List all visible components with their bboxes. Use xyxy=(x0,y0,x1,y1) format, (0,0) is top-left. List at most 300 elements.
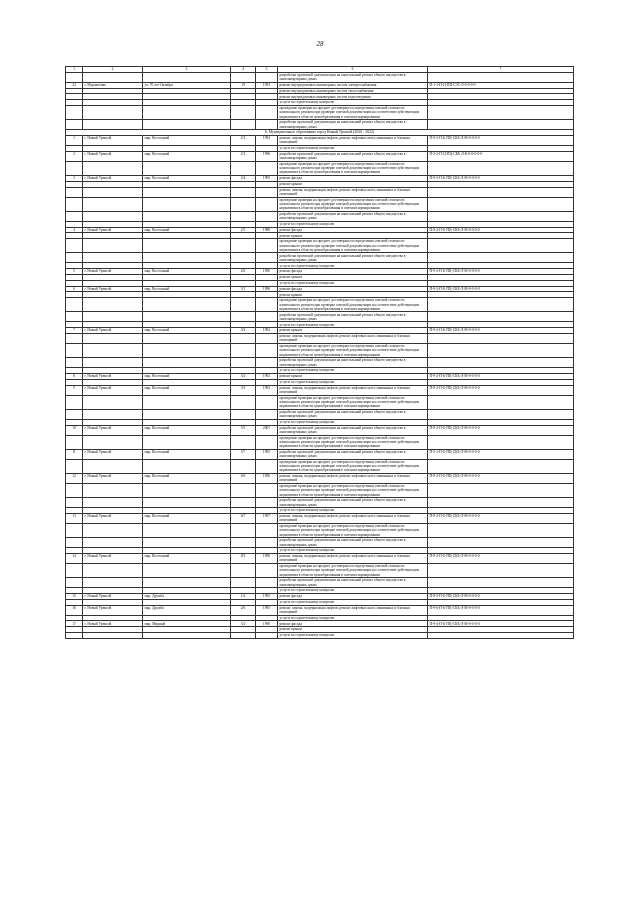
city-cell: г. Новый Уренгой xyxy=(83,175,143,181)
code-cell xyxy=(428,358,574,368)
year-cell: 1995 xyxy=(256,605,278,615)
work-type-cell: ремонт фасада xyxy=(278,286,428,292)
year-cell: 1998 xyxy=(256,553,278,563)
work-type-cell: разработка проектной документации на капитальный ремонт общего имущества в многоквартирных домах xyxy=(278,449,428,459)
code-cell: П-9-2-П-Б-ПЦ-СКБ-Л-М-0-0-0-0 xyxy=(428,553,574,563)
column-header: 1 xyxy=(66,67,83,73)
street-cell xyxy=(143,459,231,473)
table-row xyxy=(66,435,574,449)
repair-program-table xyxy=(65,66,574,639)
work-type-cell: разработка проектной документации на капитальный ремонт общего имущества в многоквартирных домах xyxy=(278,498,428,508)
work-type-cell: ремонт внутридомовых инженерных систем теплоснабжения xyxy=(278,88,428,94)
row-number: 17 xyxy=(66,621,83,627)
street-cell xyxy=(143,72,231,82)
row-number xyxy=(66,498,83,508)
row-number xyxy=(66,459,83,473)
city-cell xyxy=(83,578,143,588)
work-type-cell: ремонт фасада xyxy=(278,175,428,181)
year-cell xyxy=(256,632,278,638)
street-cell xyxy=(143,409,231,419)
work-type-cell: услуги по строительному контролю xyxy=(278,263,428,269)
street-cell: мкр. Восточный xyxy=(143,175,231,181)
work-type-cell: услуги по строительному контролю xyxy=(278,368,428,374)
row-number: 11 xyxy=(66,449,83,459)
year-cell: 1995 xyxy=(256,593,278,599)
table-row xyxy=(66,253,574,263)
house-number-cell: 2/6 xyxy=(231,605,256,615)
table-row xyxy=(66,211,574,221)
city-cell xyxy=(83,498,143,508)
work-type-cell: услуги по строительному контролю xyxy=(278,508,428,514)
row-number: 13 xyxy=(66,513,83,523)
house-number-cell xyxy=(231,105,256,119)
table-row xyxy=(66,298,574,312)
work-type-cell: разработка проектной документации на капитальный ремонт общего имущества в многоквартирных домах xyxy=(278,358,428,368)
row-number xyxy=(66,211,83,221)
code-cell xyxy=(428,409,574,419)
street-cell xyxy=(143,187,231,197)
city-cell: г. Муравленко xyxy=(83,82,143,88)
column-header: 3 xyxy=(143,67,231,73)
work-type-cell: ремонт, замена, модернизация лифтов, ремонт лифтовых шахт, машинных и блочных помещений xyxy=(278,553,428,563)
work-type-cell: услуги по строительному контролю xyxy=(278,419,428,425)
city-cell xyxy=(83,253,143,263)
work-type-cell: услуги по строительному контролю xyxy=(278,322,428,328)
street-cell: мкр. Дружба xyxy=(143,605,231,615)
row-number xyxy=(66,483,83,497)
house-number-cell xyxy=(231,197,256,211)
street-cell xyxy=(143,578,231,588)
work-type-cell: проведение проверки на предмет достоверности определения сметной стоимости капитального ремонта при проверке сметной документации на соответствие действующим нормативам в области ценообразования в сметном нормировании xyxy=(278,239,428,253)
house-number-cell: 1/4 xyxy=(231,593,256,599)
table-row xyxy=(66,312,574,322)
city-cell xyxy=(83,197,143,211)
city-cell xyxy=(83,483,143,497)
street-cell xyxy=(143,253,231,263)
row-number xyxy=(66,312,83,322)
work-type-cell: проведение проверки на предмет достоверности определения сметной стоимости капитального ремонта при проверке сметной документации на соответствие действующим нормативам в области ценообразования в сметном нормировании xyxy=(278,298,428,312)
house-number-cell xyxy=(231,459,256,473)
code-cell xyxy=(428,239,574,253)
street-cell: мкр. Восточный xyxy=(143,269,231,275)
table-row xyxy=(66,343,574,357)
work-type-cell: проведение проверки на предмет достоверности определения сметной стоимости капитального ремонта при проверке сметной документации на соответствие действующим нормативам в области ценообразования в сметном нормировании xyxy=(278,483,428,497)
page-number: 28 xyxy=(316,40,324,48)
table-row xyxy=(66,333,574,343)
row-number: 2 xyxy=(66,151,83,161)
city-cell xyxy=(83,538,143,548)
row-number: 8 xyxy=(66,373,83,379)
city-cell xyxy=(83,105,143,119)
year-cell xyxy=(256,343,278,357)
code-cell: П-9-3-П-Б-ПЦ-СКБ-Л-М-0-0-0-0 xyxy=(428,175,574,181)
row-number: 3 xyxy=(66,175,83,181)
code-cell: П-9-5-П-Б-ПЦ-СКБ-Л-М-0-0-0-0 xyxy=(428,593,574,599)
street-cell: мкр. Восточный xyxy=(143,553,231,563)
code-cell xyxy=(428,563,574,577)
year-cell xyxy=(256,105,278,119)
work-type-cell: ремонт, замена, модернизация лифтов, ремонт лифтовых шахт, машинных и блочных помещений xyxy=(278,513,428,523)
street-cell: мкр. Восточный xyxy=(143,473,231,483)
row-number xyxy=(66,120,83,130)
city-cell xyxy=(83,312,143,322)
house-number-cell xyxy=(231,395,256,409)
street-cell: мкр. Восточный xyxy=(143,286,231,292)
year-cell: 1990 xyxy=(256,286,278,292)
house-number-cell: 6/6 xyxy=(231,473,256,483)
street-cell: мкр. Восточный xyxy=(143,151,231,161)
house-number-cell: 2/5 xyxy=(231,227,256,233)
city-cell: г. Новый Уренгой xyxy=(83,385,143,395)
work-type-cell: ремонт крыши xyxy=(278,373,428,379)
column-header: 7 xyxy=(428,67,574,73)
house-number-cell: 3/3 xyxy=(231,385,256,395)
street-cell xyxy=(143,435,231,449)
work-type-cell: разработка проектной документации на капитальный ремонт общего имущества в многоквартирных домах xyxy=(278,151,428,161)
street-cell xyxy=(143,161,231,175)
work-type-cell: разработка проектной документации на капитальный ремонт общего имущества в многоквартирных домах xyxy=(278,72,428,82)
year-cell xyxy=(256,312,278,322)
code-cell: П-9-2-П-Б-ПЦ-СКБ-Л-М-0-0-0-0 xyxy=(428,385,574,395)
city-cell xyxy=(83,563,143,577)
table-row xyxy=(66,523,574,537)
house-number-cell: 19 xyxy=(231,82,256,88)
house-number-cell: 3/2 xyxy=(231,373,256,379)
year-cell xyxy=(256,211,278,221)
table-row xyxy=(66,538,574,548)
table-row xyxy=(66,513,574,523)
city-cell xyxy=(83,72,143,82)
year-cell xyxy=(256,409,278,419)
year-cell xyxy=(256,120,278,130)
city-cell: г. Новый Уренгой xyxy=(83,269,143,275)
row-number xyxy=(66,358,83,368)
work-type-cell: проведение проверки на предмет достоверности определения сметной стоимости капитального ремонта при проверке сметной документации на соответствие действующим нормативам в области ценообразования в сметном нормировании xyxy=(278,197,428,211)
street-cell xyxy=(143,298,231,312)
row-number: 10 xyxy=(66,425,83,435)
year-cell xyxy=(256,239,278,253)
house-number-cell xyxy=(231,120,256,130)
house-number-cell: 2/6 xyxy=(231,269,256,275)
year-cell xyxy=(256,538,278,548)
code-cell xyxy=(428,523,574,537)
work-type-cell: проведение проверки на предмет достоверности определения сметной стоимости капитального ремонта при проверке сметной документации на соответствие действующим нормативам в области ценообразования в сметном нормировании xyxy=(278,435,428,449)
year-cell: 1992 xyxy=(256,373,278,379)
street-cell xyxy=(143,498,231,508)
year-cell: 1993 xyxy=(256,82,278,88)
table-row xyxy=(66,385,574,395)
table-row xyxy=(66,632,574,638)
code-cell xyxy=(428,312,574,322)
city-cell: г. Новый Уренгой xyxy=(83,151,143,161)
year-cell xyxy=(256,197,278,211)
house-number-cell xyxy=(231,358,256,368)
code-cell xyxy=(428,343,574,357)
code-cell xyxy=(428,211,574,221)
street-cell: мкр. Восточный xyxy=(143,385,231,395)
work-type-cell: разработка проектной документации на капитальный ремонт общего имущества в многоквартирных домах xyxy=(278,312,428,322)
street-cell xyxy=(143,523,231,537)
section-title: 6. Муниципальное образование город Новый Уренгой (2020 - 2022) xyxy=(66,130,574,136)
street-cell: мкр. Восточный xyxy=(143,425,231,435)
row-number: 4 xyxy=(66,227,83,233)
street-cell xyxy=(143,105,231,119)
street-cell xyxy=(143,312,231,322)
city-cell xyxy=(83,395,143,409)
house-number-cell xyxy=(231,253,256,263)
city-cell xyxy=(83,459,143,473)
street-cell: мкр. Восточный xyxy=(143,373,231,379)
house-number-cell xyxy=(231,498,256,508)
table-row xyxy=(66,498,574,508)
row-number xyxy=(66,72,83,82)
year-cell: 1996 xyxy=(256,473,278,483)
work-type-cell: услуги по строительному контролю xyxy=(278,145,428,151)
year-cell xyxy=(256,187,278,197)
street-cell xyxy=(143,333,231,343)
row-number: 1 xyxy=(66,135,83,145)
city-cell xyxy=(83,523,143,537)
house-number-cell: 3/1 xyxy=(231,286,256,292)
street-cell: мкр. Восточный xyxy=(143,513,231,523)
work-type-cell: ремонт, замена, модернизация лифтов, ремонт лифтовых шахт, машинных и блочных помещений xyxy=(278,473,428,483)
work-type-cell: ремонт фасада xyxy=(278,593,428,599)
city-cell: г. Новый Уренгой xyxy=(83,593,143,599)
street-cell: ул. 70 лет Октября xyxy=(143,82,231,88)
code-cell xyxy=(428,197,574,211)
house-number-cell: 5/7 xyxy=(231,449,256,459)
row-number xyxy=(66,578,83,588)
work-type-cell: услуги по строительному контролю xyxy=(278,632,428,638)
table-row xyxy=(66,473,574,483)
column-header: 6 xyxy=(278,67,428,73)
column-header: 2 xyxy=(83,67,143,73)
row-number xyxy=(66,161,83,175)
table-row xyxy=(66,483,574,497)
work-type-cell: разработка проектной документации на капитальный ремонт общего имущества в многоквартирных домах xyxy=(278,120,428,130)
table-row xyxy=(66,105,574,119)
house-number-cell xyxy=(231,409,256,419)
year-cell xyxy=(256,72,278,82)
street-cell: мкр. Восточный xyxy=(143,328,231,334)
row-number xyxy=(66,333,83,343)
code-cell xyxy=(428,459,574,473)
year-cell: 2001 xyxy=(256,425,278,435)
code-cell xyxy=(428,253,574,263)
row-number xyxy=(66,343,83,357)
house-number-cell xyxy=(231,72,256,82)
code-cell: П-9-4-П-Б-ПЦ-СКБ-Л-М-0-0-0-0 xyxy=(428,621,574,627)
code-cell xyxy=(428,538,574,548)
year-cell: 1990 xyxy=(256,269,278,275)
table-row xyxy=(66,459,574,473)
year-cell xyxy=(256,523,278,537)
street-cell: мкр. Восточный xyxy=(143,135,231,145)
row-number xyxy=(66,105,83,119)
street-cell xyxy=(143,632,231,638)
city-cell xyxy=(83,239,143,253)
code-cell xyxy=(428,161,574,175)
row-number: 24 xyxy=(66,82,83,88)
year-cell: 1992 xyxy=(256,328,278,334)
city-cell: г. Новый Уренгой xyxy=(83,373,143,379)
table-row xyxy=(66,197,574,211)
city-cell: г. Новый Уренгой xyxy=(83,425,143,435)
column-header: 4 xyxy=(231,67,256,73)
table-row xyxy=(66,605,574,615)
year-cell xyxy=(256,435,278,449)
work-type-cell: ремонт фасада xyxy=(278,269,428,275)
table-row xyxy=(66,161,574,175)
city-cell: г. Новый Уренгой xyxy=(83,449,143,459)
work-type-cell: услуги по строительному контролю xyxy=(278,548,428,554)
city-cell xyxy=(83,409,143,419)
work-type-cell: услуги по строительному контролю xyxy=(278,100,428,106)
year-cell: 1997 xyxy=(256,513,278,523)
house-number-cell: 2/4 xyxy=(231,175,256,181)
row-number xyxy=(66,538,83,548)
code-cell: П-9-2-П-Б-ПЦ-СКБ-Л-М-0-0-0-0 xyxy=(428,269,574,275)
year-cell xyxy=(256,298,278,312)
city-cell xyxy=(83,298,143,312)
code-cell xyxy=(428,395,574,409)
city-cell xyxy=(83,161,143,175)
code-cell xyxy=(428,105,574,119)
code-cell xyxy=(428,120,574,130)
city-cell: г. Новый Уренгой xyxy=(83,473,143,483)
work-type-cell: ремонт крыши xyxy=(278,274,428,280)
code-cell: П-9-2-П-Б-ПЦ-СКБ-Л-М-0-0-0-0 xyxy=(428,373,574,379)
street-cell xyxy=(143,538,231,548)
work-type-cell: проведение проверки на предмет достоверности определения сметной стоимости капитального ремонта при проверке сметной документации на соответствие действующим нормативам в области ценообразования в сметном нормировании xyxy=(278,523,428,537)
year-cell xyxy=(256,483,278,497)
row-number: 14 xyxy=(66,553,83,563)
work-type-cell: проведение проверки на предмет достоверности определения сметной стоимости капитального ремонта при проверке сметной документации на соответствие действующим нормативам в области ценообразования в сметном нормировании xyxy=(278,161,428,175)
house-number-cell: 3/2 xyxy=(231,328,256,334)
code-cell xyxy=(428,632,574,638)
house-number-cell: 5/5 xyxy=(231,425,256,435)
city-cell: г. Новый Уренгой xyxy=(83,621,143,627)
work-type-cell: разработка проектной документации на капитальный ремонт общего имущества в многоквартирных домах xyxy=(278,211,428,221)
street-cell xyxy=(143,197,231,211)
row-number xyxy=(66,395,83,409)
city-cell: г. Новый Уренгой xyxy=(83,135,143,145)
work-type-cell: ремонт крыши xyxy=(278,181,428,187)
house-number-cell xyxy=(231,312,256,322)
code-cell: П-9-2-П-Б-ПЦ-СКБ-Л-М-0-0-0-0 xyxy=(428,513,574,523)
code-cell: П-9-2-П-Б-ПЦ-СКБ-Л-М-0-0-0-0 xyxy=(428,473,574,483)
year-cell: 1988 xyxy=(256,227,278,233)
work-type-cell: ремонт фасада xyxy=(278,621,428,627)
table-row xyxy=(66,187,574,197)
row-number xyxy=(66,632,83,638)
house-number-cell xyxy=(231,538,256,548)
row-number xyxy=(66,298,83,312)
street-cell: мкр. Восточный xyxy=(143,449,231,459)
street-cell xyxy=(143,343,231,357)
column-header: 5 xyxy=(256,67,278,73)
city-cell xyxy=(83,120,143,130)
row-number xyxy=(66,187,83,197)
row-number: 12 xyxy=(66,473,83,483)
work-type-cell: ремонт, замена, модернизация лифтов, ремонт лифтовых шахт, машинных и блочных помещений xyxy=(278,605,428,615)
year-cell xyxy=(256,578,278,588)
house-number-cell: 2/1 xyxy=(231,135,256,145)
row-number: 9 xyxy=(66,385,83,395)
work-type-cell: проведение проверки на предмет достоверности определения сметной стоимости капитального ремонта при проверке сметной документации на соответствие действующим нормативам в области ценообразования в сметном нормировании xyxy=(278,395,428,409)
house-number-cell xyxy=(231,578,256,588)
street-cell xyxy=(143,211,231,221)
city-cell xyxy=(83,211,143,221)
code-cell xyxy=(428,187,574,197)
code-cell xyxy=(428,483,574,497)
work-type-cell: услуги по строительному контролю xyxy=(278,615,428,621)
row-number xyxy=(66,409,83,419)
work-type-cell: проведение проверки на предмет достоверности определения сметной стоимости капитального ремонта при проверке сметной документации на соответствие действующим нормативам в области ценообразования в сметном нормировании xyxy=(278,105,428,119)
house-number-cell xyxy=(231,483,256,497)
row-number xyxy=(66,435,83,449)
work-type-cell: услуги по строительному контролю xyxy=(278,280,428,286)
city-cell: г. Новый Уренгой xyxy=(83,553,143,563)
table-row xyxy=(66,578,574,588)
work-type-cell: разработка проектной документации на капитальный ремонт общего имущества в многоквартирных домах xyxy=(278,425,428,435)
house-number-cell xyxy=(231,632,256,638)
code-cell: П-9-2-П-Б-ПЦ-СКБ-Л-М-0-0-0-0 xyxy=(428,328,574,334)
city-cell xyxy=(83,358,143,368)
code-cell: П-5-1-П-Б-ПЦ-СКБ-Л-М-0-0-0-0 xyxy=(428,449,574,459)
street-cell: мкр. Восточный xyxy=(143,227,231,233)
code-cell: П-1-1-П-Ц-ПП-СЭС-0-0-0-0-0 xyxy=(428,82,574,88)
code-cell xyxy=(428,298,574,312)
house-number-cell: 3/2 xyxy=(231,621,256,627)
row-number: 6 xyxy=(66,286,83,292)
city-cell xyxy=(83,333,143,343)
code-cell: П-9-2-П-Б-ПЦ-СКБ-Л-М-0-0-0-0 xyxy=(428,286,574,292)
row-number: 15 xyxy=(66,593,83,599)
street-cell xyxy=(143,395,231,409)
year-cell xyxy=(256,161,278,175)
work-type-cell: услуги по строительному контролю xyxy=(278,221,428,227)
house-number-cell xyxy=(231,563,256,577)
table-row xyxy=(66,72,574,82)
code-cell: П-9-2-П-Б-ПЦ-СКБ-Л-М-0-0-0-0 xyxy=(428,227,574,233)
year-cell xyxy=(256,459,278,473)
work-type-cell: ремонт крыши xyxy=(278,328,428,334)
house-number-cell: 8/3 xyxy=(231,553,256,563)
work-type-cell: проведение проверки на предмет достоверности определения сметной стоимости капитального ремонта при проверке сметной документации на соответствие действующим нормативам в области ценообразования в сметном нормировании xyxy=(278,563,428,577)
year-cell xyxy=(256,395,278,409)
table-row xyxy=(66,358,574,368)
house-number-cell xyxy=(231,161,256,175)
work-type-cell: ремонт, замена, модернизация лифтов, ремонт лифтовых шахт, машинных и блочных помещений xyxy=(278,187,428,197)
year-cell: 1994 xyxy=(256,135,278,145)
table-row xyxy=(66,151,574,161)
code-cell xyxy=(428,333,574,343)
work-type-cell: ремонт внутридомовых инженерных систем электроснабжения xyxy=(278,82,428,88)
house-number-cell xyxy=(231,523,256,537)
table-row xyxy=(66,425,574,435)
house-number-cell xyxy=(231,187,256,197)
street-cell xyxy=(143,120,231,130)
work-type-cell: ремонт крыши xyxy=(278,233,428,239)
year-cell xyxy=(256,563,278,577)
city-cell xyxy=(83,632,143,638)
row-number xyxy=(66,253,83,263)
code-cell: П-5-2-П-Ц-ПЦ-СКБ-Л-К-0-0-0-0-0 xyxy=(428,151,574,161)
work-type-cell: разработка проектной документации на капитальный ремонт общего имущества в многоквартирных домах xyxy=(278,253,428,263)
code-cell: П-9-6-П-Б-ПЦ-СКБ-Л-М-0-0-0-0 xyxy=(428,605,574,615)
table-row xyxy=(66,553,574,563)
